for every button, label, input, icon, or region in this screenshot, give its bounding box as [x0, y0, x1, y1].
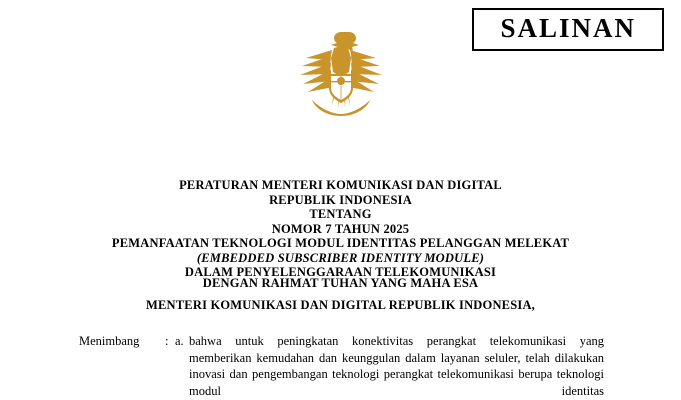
title-line-1: PERATURAN MENTERI KOMUNIKASI DAN DIGITAL [179, 178, 502, 192]
title-line-3: TENTANG [309, 207, 372, 221]
garuda-pancasila-emblem [0, 28, 681, 125]
salinan-stamp-label: SALINAN [500, 13, 636, 43]
clause-row [79, 333, 604, 399]
title-line-number: NOMOR 7 TAHUN 2025 [271, 221, 410, 236]
title-line-5: PEMANFAATAN TEKNOLOGI MODUL IDENTITAS PELANGGAN MELEKAT [111, 236, 570, 250]
clause-label: Menimbang [79, 334, 140, 348]
clause-colon: : [165, 334, 169, 348]
document-subtitle-block [0, 272, 681, 316]
clause-body: bahwa untuk peningkatan konektivitas perangkat telekomunikasi yang memberikan kemudahan dan keunggulan dalam layanan seluler, telah dilakukan inovasi dan pengembangan teknologi perangkat telekomunikasi berupa teknologi modul identitas [189, 334, 604, 398]
document-title-block [0, 178, 681, 280]
title-line-6: (EMBEDDED SUBSCRIBER IDENTITY MODULE) [196, 250, 485, 265]
clause-marker: a. [175, 334, 184, 348]
title-line-2: REPUBLIK INDONESIA [269, 192, 412, 207]
title-line-7: DALAM PENYELENGGARAAN TELEKOMUNIKASI [184, 265, 497, 279]
considering-clause [79, 333, 604, 399]
authority-line: MENTERI KOMUNIKASI DAN DIGITAL REPUBLIK INDONESIA, [146, 298, 535, 312]
blessing-line: DENGAN RAHMAT TUHAN YANG MAHA ESA [202, 276, 479, 290]
